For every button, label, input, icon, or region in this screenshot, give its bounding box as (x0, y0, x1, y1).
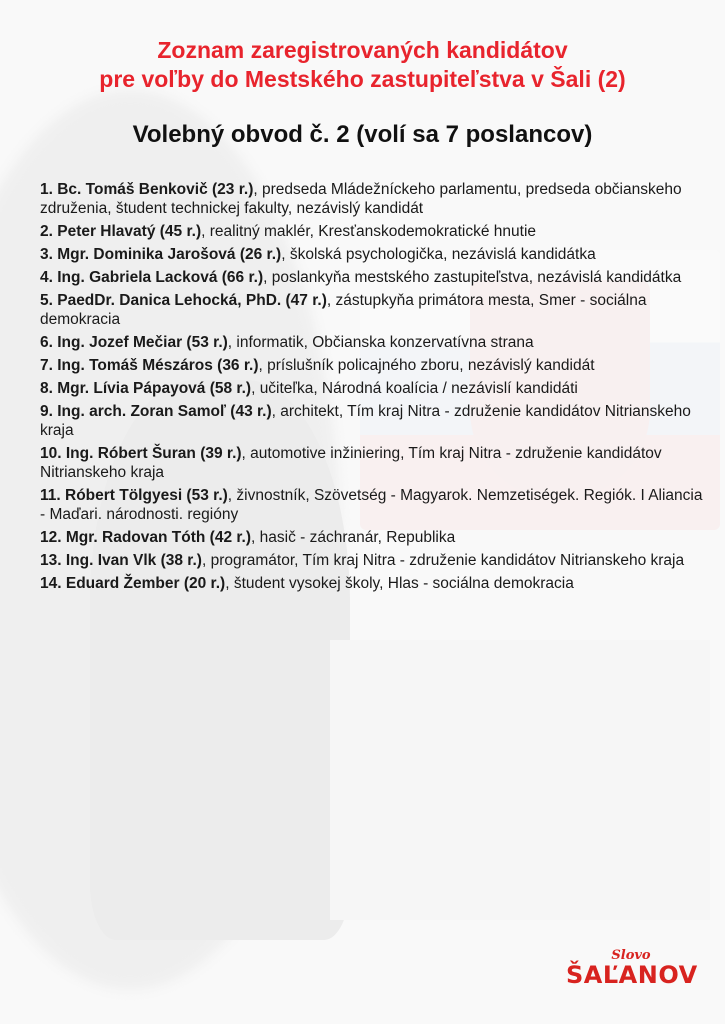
candidate-item (40, 486, 710, 524)
logo-script: Slovo (611, 948, 651, 963)
candidate-name: 4. Ing. Gabriela Lacková (66 r.) (40, 269, 264, 286)
candidate-list (40, 180, 710, 597)
candidate-description: , príslušník policajného zboru, nezávislý kandidát (258, 357, 595, 374)
candidate-description: , informatik, Občianska konzervatívna strana (227, 334, 534, 351)
candidate-name: 9. Ing. arch. Zoran Samoľ (43 r.) (40, 403, 272, 420)
candidate-item (40, 268, 710, 287)
candidate-name: 2. Peter Hlavatý (45 r.) (40, 223, 202, 240)
candidate-name: 11. Róbert Tölgyesi (53 r.) (40, 487, 228, 504)
candidate-name: 5. PaedDr. Danica Lehocká, PhD. (47 r.) (40, 292, 327, 309)
candidate-item (40, 551, 710, 570)
candidate-description: , študent vysokej školy, Hlas - sociálna demokracia (225, 575, 574, 592)
candidate-item (40, 444, 710, 482)
page-title (0, 36, 725, 94)
candidate-description: , automotive inžiniering, Tím kraj Nitra - združenie kandidátov Nitrianskeho kraja (40, 445, 662, 481)
candidate-item (40, 356, 710, 375)
slovo-salanov-logo (566, 950, 696, 998)
candidate-name: 6. Ing. Jozef Mečiar (53 r.) (40, 334, 228, 351)
candidate-description: , zástupkyňa primátora mesta, Smer - sociálna demokracia (40, 292, 647, 328)
candidate-description: , školská psychologička, nezávislá kandidátka (281, 246, 596, 263)
candidate-item (40, 291, 710, 329)
candidate-item (40, 222, 710, 241)
page-title-line1: Zoznam zaregistrovaných kandidátov (157, 37, 568, 63)
candidate-description: , poslankyňa mestského zastupiteľstva, nezávislá kandidátka (263, 269, 682, 286)
logo-word: ŠAĽANOV (566, 961, 698, 989)
candidate-item (40, 245, 710, 264)
candidate-description: , architekt, Tím kraj Nitra - združenie kandidátov Nitrianskeho kraja (40, 403, 691, 439)
candidate-item (40, 528, 710, 547)
candidate-description: , živnostník, Szövetség - Magyarok. Nemzetiségek. Regiók. I Aliancia - Maďari. národnosti. regióny (40, 487, 703, 523)
district-subtitle: Volebný obvod č. 2 (volí sa 7 poslancov) (132, 121, 593, 148)
candidate-item (40, 333, 710, 352)
candidate-name: 7. Ing. Tomáš Mészáros (36 r.) (40, 357, 259, 374)
page-title-line2: pre voľby do Mestského zastupiteľstva v Šali (2) (99, 66, 626, 92)
candidate-name: 10. Ing. Róbert Šuran (39 r.) (40, 445, 242, 462)
candidate-name: 12. Mgr. Radovan Tóth (42 r.) (40, 529, 252, 546)
candidate-description: , programátor, Tím kraj Nitra - združenie kandidátov Nitrianskeho kraja (201, 552, 685, 569)
candidate-name: 14. Eduard Žember (20 r.) (40, 575, 226, 592)
candidate-description: , hasič - záchranár, Republika (251, 529, 456, 546)
candidate-description: , realitný maklér, Kresťanskodemokratické hnutie (201, 223, 537, 240)
candidate-description: , predseda Mládežníckeho parlamentu, predseda občianskeho združenia, študent technickej fakulty, nezávislý kandidát (40, 181, 682, 217)
candidate-item (40, 574, 710, 593)
candidate-item (40, 402, 710, 440)
candidate-name: 8. Mgr. Lívia Pápayová (58 r.) (40, 380, 252, 397)
candidate-name: 13. Ing. Ivan Vlk (38 r.) (40, 552, 202, 569)
candidate-description: , učiteľka, Národná koalícia / nezávislí kandidáti (251, 380, 578, 397)
candidate-name: 3. Mgr. Dominika Jarošová (26 r.) (40, 246, 282, 263)
candidate-item (40, 180, 710, 218)
candidate-item (40, 379, 710, 398)
candidate-name: 1. Bc. Tomáš Benkovič (23 r.) (40, 181, 254, 198)
